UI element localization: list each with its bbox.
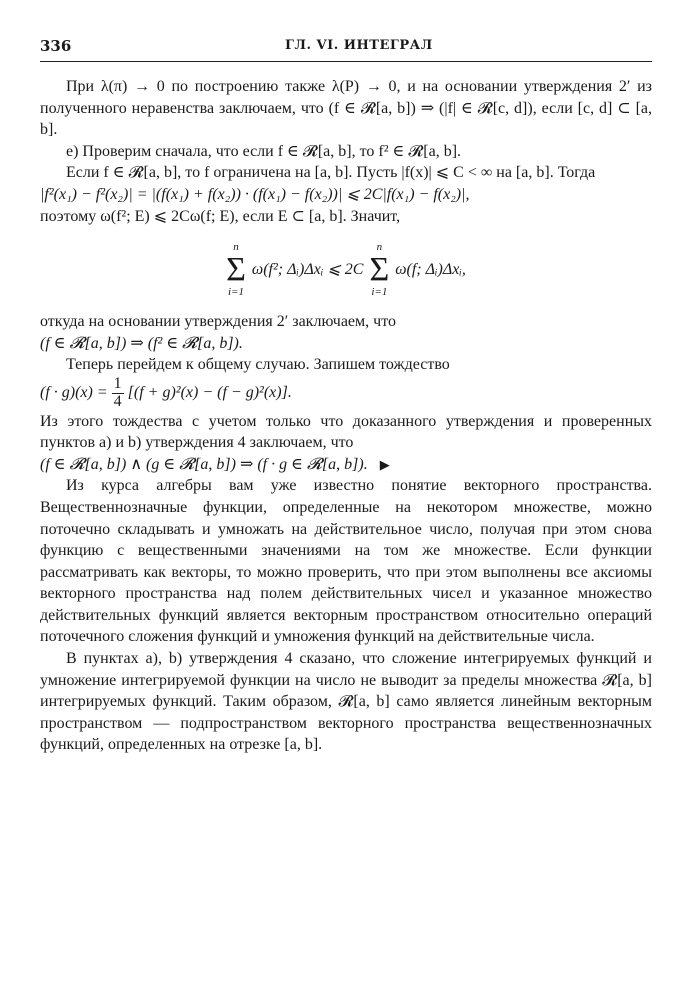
paragraph-4: поэтому ω(f²; E) ⩽ 2Cω(f; E), если E ⊂ [a, b]. Значит, — [40, 207, 401, 225]
equation-2 — [40, 237, 652, 303]
running-title: ГЛ. VI. ИНТЕГРАЛ — [285, 38, 433, 53]
sum-upper-limit: n — [376, 241, 383, 254]
paragraph-2: e) Проверим сначала, что если f ∈ 𝓡[a, b], то f² ∈ 𝓡[a, b]. — [66, 142, 462, 160]
eq5-text: (f ∈ 𝓡[a, b]) ∧ (g ∈ 𝓡[a, b]) ⇒ (f · g ∈ 𝓡[a, b]). — [40, 455, 368, 473]
sum-lower-limit: i=1 — [228, 286, 244, 299]
fraction-numerator: 1 — [113, 374, 122, 392]
page-number: 336 — [40, 37, 72, 55]
equation-3: (f ∈ 𝓡[a, b]) ⇒ (f² ∈ 𝓡[a, b]). — [40, 334, 243, 352]
sum-lower-limit: i=1 — [371, 286, 388, 299]
sum-upper-limit: n — [233, 241, 239, 254]
eq4-right: [(f + g)²(x) − (f − g)²(x)]. — [127, 383, 292, 401]
main-text — [40, 76, 652, 756]
sum-left-term: ω(f²; Δᵢ)Δxᵢ ⩽ 2C — [251, 261, 364, 279]
paragraph-3: Если f ∈ 𝓡[a, b], то f ограничена на [a, b]. Пусть |f(x)| ⩽ C < ∞ на [a, b]. Тогда — [66, 164, 596, 182]
paragraph-8: Из курса алгебры вам уже известно понятие векторного пространства. Вещественнозначные функции, определенные на некотором множестве, можно поточечно складывать и умножать на действительное число, получая при этом снова функцию с вещественными значениями на том же множестве. Если функции рассматривать как векторы, то можно проверить, что при этом выполнены все аксиомы векторного пространства над полем действительных чисел и указанное множество действительных функций является векторным пространством относительно операций поточечного сложения функций и умножения функций на действительные числа. — [40, 477, 652, 646]
equation-5 — [40, 454, 652, 476]
equation-4 — [40, 376, 652, 411]
sum-symbol-left — [226, 242, 246, 298]
proof-end-marker: ▶ — [379, 456, 390, 472]
sum-symbol-right — [369, 242, 389, 298]
paragraph-6: Теперь перейдем к общему случаю. Запишем тождество — [66, 356, 450, 374]
paragraph-5: откуда на основании утверждения 2′ заключаем, что — [40, 313, 396, 331]
header-rule — [40, 61, 652, 62]
eq4-left: (f · g)(x) = — [40, 383, 108, 401]
paragraph-9: В пунктах a), b) утверждения 4 сказано, что сложение интегрируемых функций и умножение интегрируемой функции на число не выводит за пределы множества 𝓡[a, b] интегрируемых функций. Таким образом, 𝓡[a, b] само является линейным векторным пространством — подпространством векторного пространства вещественнозначных функций, определенных на отрезке [a, b]. — [40, 650, 652, 754]
fraction — [112, 376, 124, 411]
sigma-sign: Σ — [369, 251, 390, 289]
equation-1: |f²(x₁) − f²(x₂)| = |(f(x₁) + f(x₂)) · (f(x₁) − f(x₂))| ⩽ 2C|f(x₁) − f(x₂)|, — [40, 185, 470, 203]
sigma-sign: Σ — [226, 251, 246, 289]
paragraph-7: Из этого тождества с учетом только что доказанного утверждения и проверенных пунктов a) и b) утверждения 4 заключаем, что — [40, 412, 652, 452]
paragraph-1: При λ(π) → 0 по построению также λ(P) → 0, и на основании утверждения 2′ из полученного неравенства заключаем, что (f ∈ 𝓡[a, b]) ⇒ (|f| ∈ 𝓡[c, d]), если [c, d] ⊂ [a, b]. — [40, 78, 652, 139]
sum-right-term: ω(f; Δᵢ)Δxᵢ, — [395, 261, 466, 279]
page-header — [40, 37, 652, 59]
fraction-denominator: 4 — [113, 392, 122, 410]
